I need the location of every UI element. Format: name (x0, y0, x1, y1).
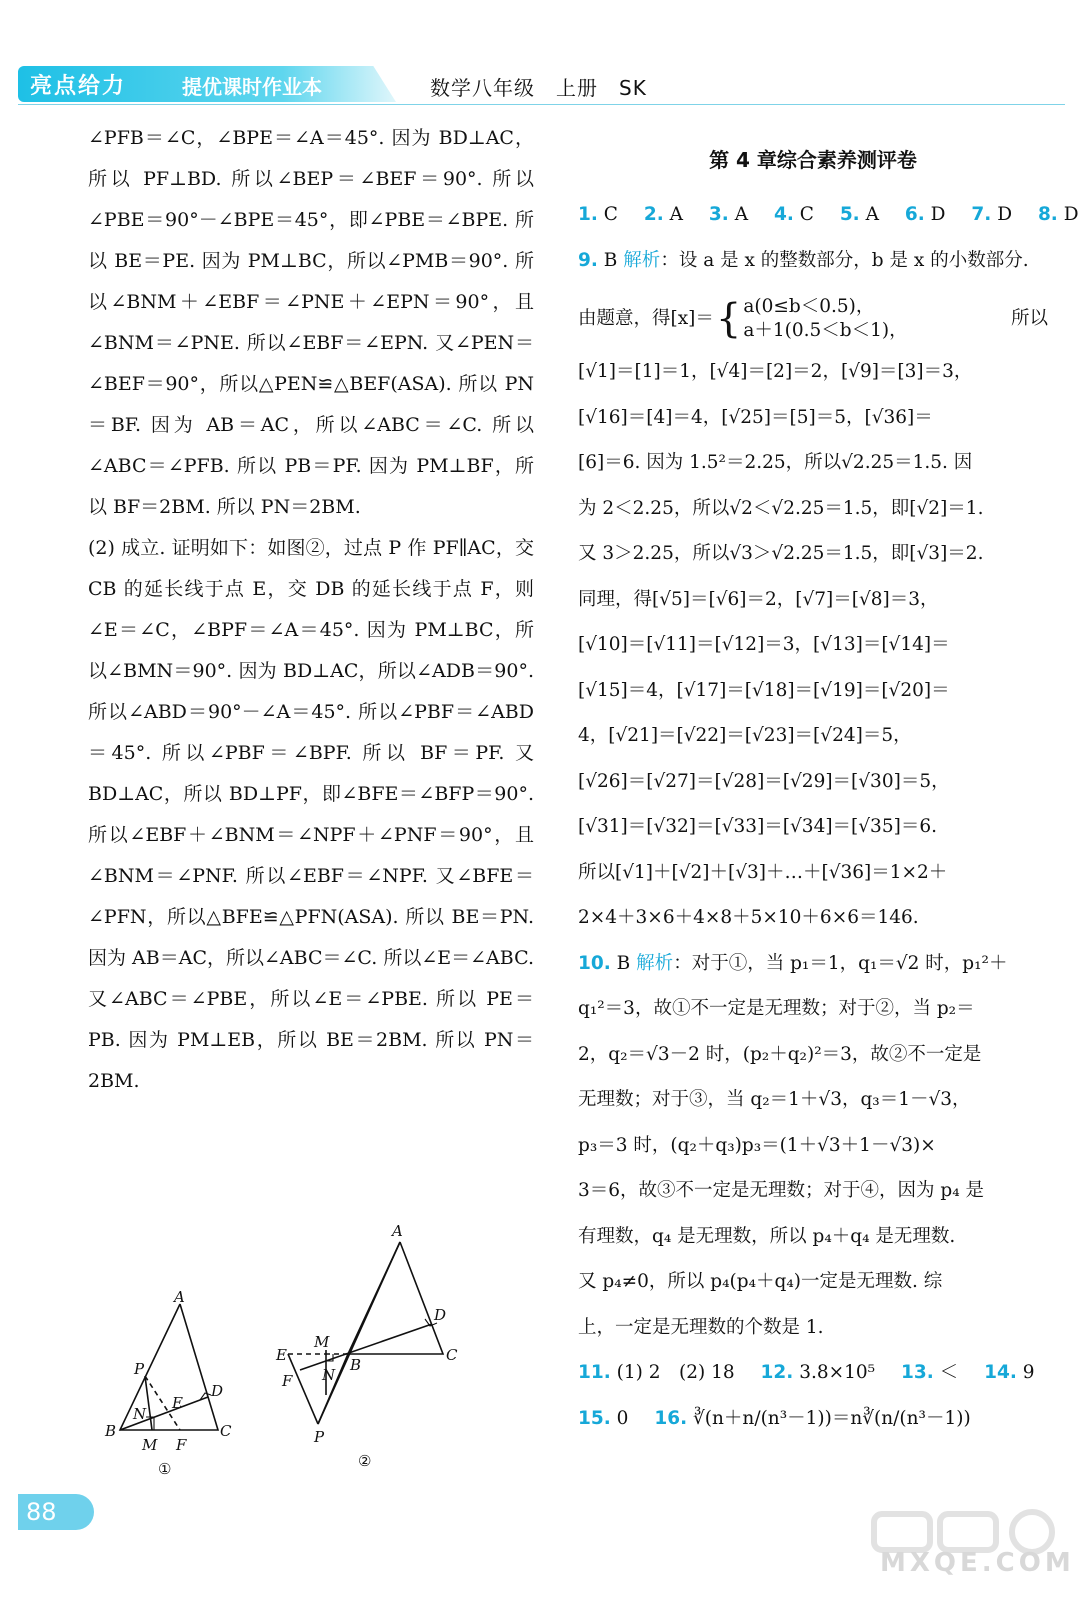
answer: C (603, 204, 618, 225)
q10-line: q₁²＝3，故①不一定是无理数；对于②，当 p₂＝ (578, 998, 975, 1019)
q9-line: 为 2＜2.25，所以√2＜√2.25＝1.5，即[√2]＝1. (578, 497, 984, 519)
q9-line: [√31]＝[√32]＝[√33]＝[√34]＝[√35]＝6. (578, 816, 937, 837)
q9-after: 所以 (1010, 308, 1048, 329)
fig1-label-F: F (176, 1436, 187, 1454)
q-number: 3. (708, 204, 729, 225)
q9-line: 同理，得[√5]＝[√6]＝2，[√7]＝[√8]＝3， (578, 588, 939, 610)
solution-part2: (2) 成立. 证明如下：如图②，过点 P 作 PF∥AC，交 CB 的延长线于点 E，交 DB 的延长线于点 F，则∠E＝∠C，∠BPF＝∠A＝45°. 因为 PM⊥BC，所以∠BMN＝90°. 因为 BD⊥AC，所以∠ADB＝90°. 所以∠ABD＝90°－∠A＝45°. 所以∠PBF＝∠ABD＝45°. 所以∠PBF＝∠BPF. 所以 BF＝PF. 又 BD⊥AC，所以 BD⊥PF，即∠BFE＝∠BFP＝90°. 所以∠EBF＋∠BNM＝∠NPF＋∠PNF＝90°，且∠BNM＝∠PNF. 所以∠EBF＝∠NPF. 又∠BFE＝∠PFN，所以△BFE≌△PFN(ASA). 所以 BE＝PN. 因为 AB＝AC，所以∠ABC＝∠C. 所以∠E＝∠ABC. 又∠ABC＝∠PBE，所以∠E＝∠PBE. 所以 PE＝PB. 因为 PM⊥EB，所以 BE＝2BM. 所以 PN＝2BM. (88, 537, 534, 1092)
answer: ∛(n＋n/(n³－1))＝n∛(n/(n³－1)) (693, 1407, 971, 1429)
q9-cases (743, 295, 907, 343)
q-number: 12. (760, 1362, 794, 1383)
q9-first-line (578, 238, 1048, 284)
q10-line: 上，一定是无理数的个数是 1. (578, 1316, 824, 1338)
answer: A (734, 204, 749, 225)
answer: ＜ (939, 1362, 959, 1383)
q9-piecewise (578, 283, 1048, 349)
fig2-label-D: D (434, 1306, 447, 1324)
q9-intro: ：设 a 是 x 的整数部分，b 是 x 的小数部分. (660, 249, 1029, 271)
q10-line: 2，q₂＝√3－2 时，(p₂＋q₂)²＝3，故②不一定是 (578, 1043, 982, 1065)
q9-line: [√15]＝4，[√17]＝[√18]＝[√19]＝[√20]＝ (578, 679, 950, 701)
fig1-label-P: P (134, 1360, 145, 1378)
q9-line: [√1]＝[1]＝1，[√4]＝[2]＝2，[√9]＝[3]＝3， (578, 361, 973, 382)
header-divider (18, 104, 1065, 105)
q-number: 14. (984, 1362, 1017, 1383)
fig1-label-N: N (133, 1405, 147, 1423)
answer: B (616, 952, 631, 974)
q-number: 5. (839, 204, 860, 225)
q9-case1: a(0≤b＜0.5)， (743, 296, 875, 317)
fig1-caption: ① (158, 1460, 172, 1478)
q9-line: [√10]＝[√11]＝[√12]＝3，[√13]＝[√14]＝ (578, 634, 950, 655)
page-number: 88 (26, 1498, 57, 1526)
q10-first-line (578, 941, 1048, 987)
q-number: 4. (773, 204, 794, 225)
q-number: 1. (578, 204, 598, 225)
answer: 0 (616, 1407, 629, 1429)
section-title: 第 4 章综合素养测评卷 (709, 148, 917, 172)
q9-line: [√26]＝[√27]＝[√28]＝[√29]＝[√30]＝5， (578, 770, 950, 792)
q10-line: p₃＝3 时，(q₂＋q₃)p₃＝(1＋√3＋1－√3)× (578, 1134, 936, 1156)
fig1-label-M: M (142, 1436, 158, 1454)
q-number: 6. (904, 204, 925, 225)
fig2-label-E: E (276, 1346, 287, 1364)
answers-15-16 (578, 1396, 1048, 1442)
q9-line: 又 3＞2.25，所以√3＞√2.25＝1.5，即[√3]＝2. (578, 543, 984, 564)
answer: A (669, 204, 684, 225)
right-column (578, 140, 1079, 1441)
q-number: 7. (971, 204, 992, 225)
q9-line: 2×4＋3×6＋4×8＋5×10＋6×6＝146. (578, 907, 919, 928)
answer: 9 (1022, 1362, 1035, 1383)
answer: C (799, 204, 814, 225)
fig2-label-M: M (314, 1333, 330, 1351)
q9-case2: a＋1(0.5＜b＜1)， (743, 320, 908, 341)
answer: 3.8×10⁵ (799, 1362, 876, 1383)
fig1-label-D: D (211, 1382, 224, 1400)
subject-label: 数学八年级 上册 SK (430, 76, 647, 100)
q-number: 11. (578, 1362, 611, 1383)
q-number: 9. (578, 249, 598, 271)
fig1-label-E: E (172, 1394, 183, 1412)
q-number: 15. (578, 1407, 611, 1429)
fig2-label-C: C (446, 1346, 458, 1364)
analysis-tag: 解析 (636, 952, 674, 974)
q9-line: [√16]＝[4]＝4，[√25]＝[5]＝5，[√36]＝ (578, 406, 933, 428)
fig2-label-B: B (350, 1356, 362, 1374)
q9-lead: 由题意，得[x]＝ (578, 308, 714, 329)
figure-2 (270, 1220, 470, 1480)
answers-11-14 (578, 1350, 1048, 1396)
q-number: 10. (578, 952, 611, 974)
answer: D (997, 204, 1013, 225)
fig2-caption: ② (358, 1452, 372, 1470)
fig2-label-N: N (322, 1366, 336, 1384)
q9-line: [6]＝6. 因为 1.5²＝2.25，所以√2.25＝1.5. 因 (578, 452, 973, 473)
fig1-label-B: B (105, 1422, 117, 1440)
figure-1 (100, 1290, 250, 1480)
watermark-text: MXQE.COM (880, 1548, 1075, 1578)
q10-first: ：对于①，当 p₁＝1，q₁＝√2 时，p₁²＋ (673, 952, 1008, 974)
mc-answers-row (578, 192, 1079, 238)
answer: A (865, 204, 879, 225)
fig2-label-A: A (392, 1222, 403, 1240)
fig2-label-P: P (314, 1428, 325, 1446)
solution-part1: ∠PFB＝∠C，∠BPE＝∠A＝45°. 因为 BD⊥AC，所以 PF⊥BD. 所以∠BEP＝∠BEF＝90°. 所以∠PBE＝90°－∠BPE＝45°，即∠PBE＝∠BPE. 所以 BE＝PE. 因为 PM⊥BC，所以∠PMB＝90°. 所以∠BNM＋∠EBF＝∠PNE＋∠EPN＝90°，且∠BNM＝∠PNE. 所以∠EBF＝∠EPN. 又∠PEN＝∠BEF＝90°，所以△PEN≌△BEF(ASA). 所以 PN＝BF. 因为 AB＝AC，所以∠ABC＝∠C. 所以∠ABC＝∠PFB. 所以 PB＝PF. 因为 PM⊥BF，所以 BF＝2BM. 所以 PN＝2BM. (88, 127, 534, 518)
analysis-tag: 解析 (623, 249, 661, 271)
q-number: 2. (643, 204, 664, 225)
fig1-label-C: C (220, 1422, 232, 1440)
answer: D (930, 204, 946, 225)
q9-line: 4，[√21]＝[√22]＝[√23]＝[√24]＝5， (578, 725, 912, 746)
answer: B (603, 249, 618, 271)
fig1-label-A: A (174, 1290, 185, 1306)
header-slogan: 提优课时作业本 (182, 75, 322, 99)
brace: { (715, 296, 742, 342)
q-number: 16. (654, 1407, 688, 1429)
q-number: 8. (1037, 204, 1058, 225)
answer: (1) 2 (2) 18 (616, 1362, 735, 1383)
q10-line: 有理数，q₄ 是无理数，所以 p₄＋q₄ 是无理数. (578, 1225, 956, 1247)
q-number: 13. (901, 1362, 934, 1383)
q10-line: 3＝6，故③不一定是无理数；对于④，因为 p₄ 是 (578, 1180, 985, 1201)
q10-line: 又 p₄≠0，所以 p₄(p₄＋q₄)一定是无理数. 综 (578, 1271, 943, 1292)
answer: D (1063, 204, 1079, 225)
left-column (88, 118, 534, 1102)
fig2-label-F: F (282, 1372, 293, 1390)
brand-logo: 亮点给力 (30, 74, 127, 99)
q10-line: 无理数；对于③，当 q₂＝1＋√3，q₃＝1－√3， (578, 1089, 971, 1110)
q9-line: 所以[√1]＋[√2]＋[√3]＋…＋[√36]＝1×2＋ (578, 861, 948, 883)
